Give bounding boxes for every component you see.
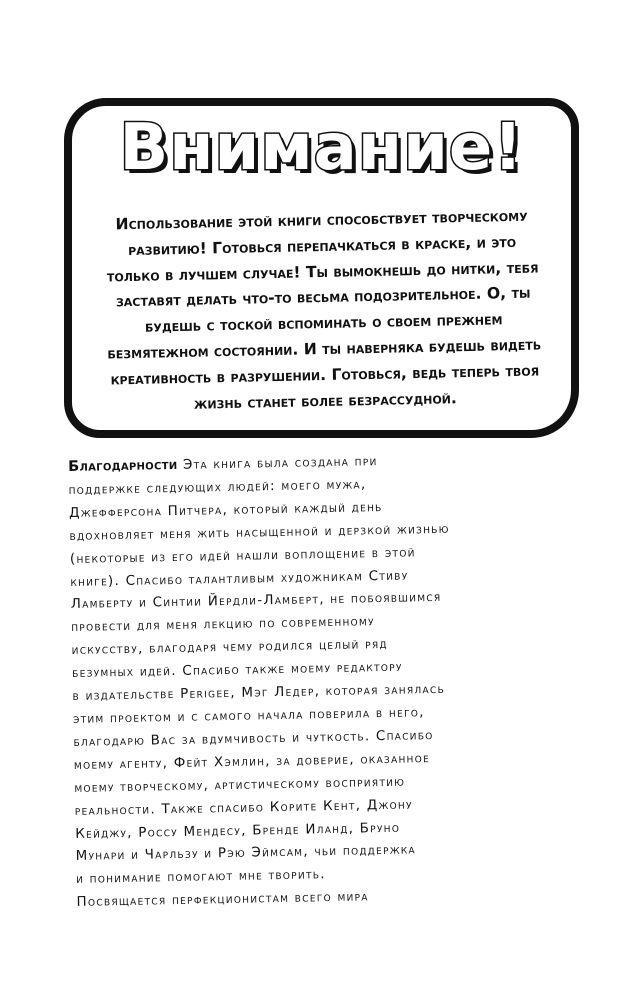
- warning-line: заставят делать что-то весьма подозрительное. О, ты: [115, 284, 531, 311]
- ack-line: Кейджу, Россу Мендесу, Бренде Иланд, Бруно: [75, 820, 401, 842]
- warning-line: развитию! Готовься перепачкаться в краске, и это: [127, 232, 517, 259]
- warning-line: только в лучшем случае! Ты вымокнешь до нитки, тебя: [106, 258, 539, 286]
- acknowledgments-first-line-text: Эта книга была создана при: [182, 454, 378, 473]
- warning-box: [64, 98, 579, 438]
- acknowledgments-heading: Благодарности: [68, 456, 178, 475]
- warning-line: креативность в разрушении. Готовься, ведь теперь твоя: [110, 361, 540, 389]
- ack-line: в издательстве Perigee, Мэг Ледер, которая занялась: [72, 681, 446, 705]
- ack-line: этим проектом и с самого начала поверила в него,: [72, 705, 425, 727]
- ack-line: (некоторые из его идей нашли воплощение в этой: [69, 544, 416, 567]
- ack-line: благодарю Вас за вдумчивость и чуткость. Спасибо: [73, 727, 434, 750]
- ack-line: книге). Спасибо талантливым художникам Стиву: [70, 568, 409, 590]
- ack-line: провести для меня лекцию по современному: [71, 614, 375, 636]
- warning-line: будешь с тоской вспоминать о своем прежнем: [144, 310, 503, 336]
- ack-line: вдохновляет меня жить насыщенной и дерзкой жизнью: [69, 521, 450, 544]
- acknowledgments: [68, 446, 597, 915]
- ack-line: моему творческому, артистическому восприятию: [74, 774, 406, 796]
- warning-text: [88, 203, 559, 419]
- ack-line: безумных идей. Спасибо также моему редактору: [72, 659, 403, 682]
- warning-line: Использование этой книги способствует творческому: [115, 206, 528, 234]
- ack-line: Мунари и Чарльзу и Рэю Эймсам, чьи поддержка: [75, 842, 417, 865]
- ack-line: и понимание помогают мне творить.: [75, 867, 326, 888]
- warning-line: жизнь станет более безрассудной.: [193, 388, 458, 413]
- warning-line: безмятежном состоянии. И ты наверняка будешь видеть: [107, 335, 542, 363]
- ack-line: реальности. Также спасибо Корите Кент, Джону: [74, 797, 413, 819]
- warning-title: Внимание!: [119, 111, 524, 185]
- ack-line: моему агенту, Фейт Хэмлин, за доверие, оказанное: [73, 750, 431, 773]
- ack-line: поддержке следующих людей: моего мужа,: [68, 477, 367, 498]
- ack-line: искусству, благодаря чему родился целый ряд: [71, 637, 388, 659]
- ack-line: Ламберту и Синтии Йердли-Ламберт, не побоявшимся: [70, 590, 442, 613]
- ack-line: Джефферсона Питчера, который каждый день: [68, 499, 383, 521]
- dedication-line: Посвящается перфекционистам всего мира: [76, 889, 369, 911]
